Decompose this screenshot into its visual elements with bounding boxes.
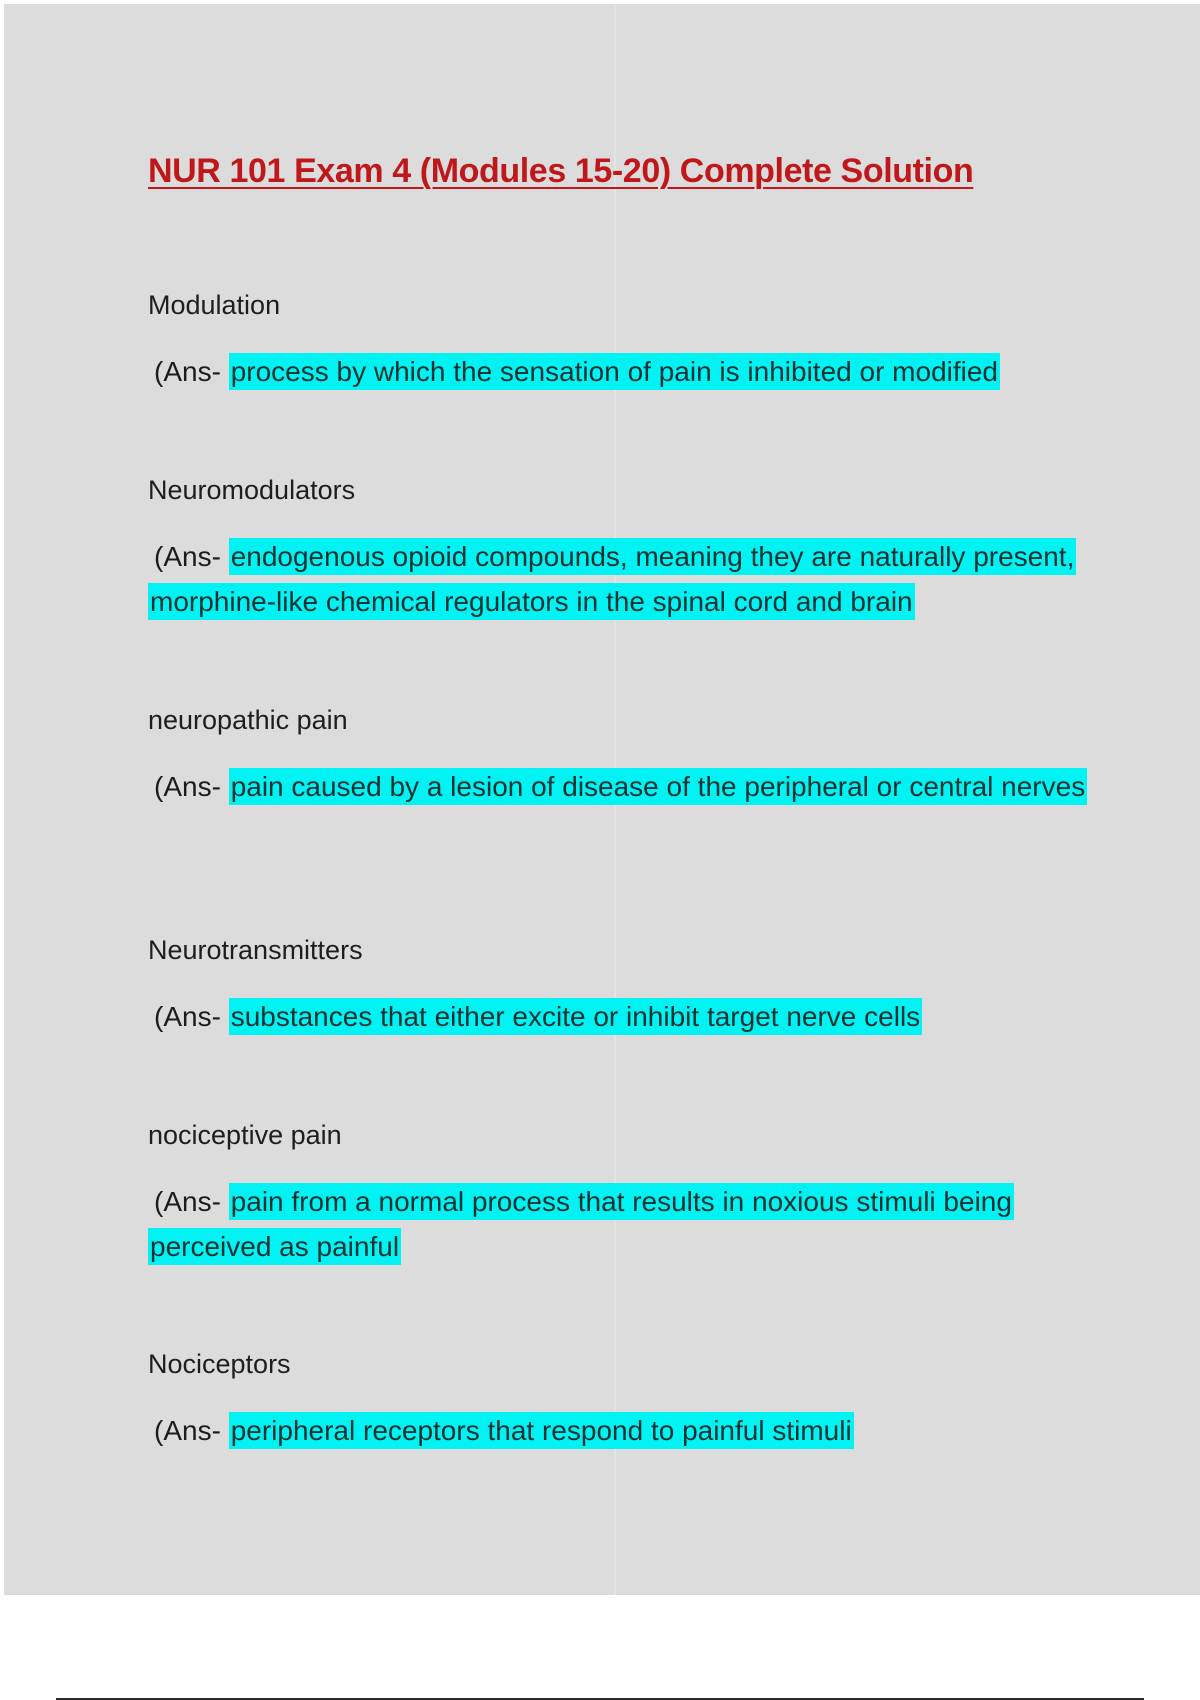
document-title: NUR 101 Exam 4 (Modules 15-20) Complete Solution bbox=[148, 152, 974, 190]
answer-prefix: (Ans- bbox=[154, 1415, 229, 1446]
answer-prefix: (Ans- bbox=[154, 771, 229, 802]
highlighted-answer: pain from a normal process that results in noxious stimuli being perceived as painful bbox=[148, 1183, 1014, 1265]
answer-text bbox=[148, 349, 1088, 394]
term-label: Modulation bbox=[148, 290, 281, 320]
term-label: nociceptive pain bbox=[148, 1120, 342, 1150]
qa-entry bbox=[148, 702, 1088, 809]
highlighted-answer: peripheral receptors that respond to painful stimuli bbox=[229, 1412, 854, 1449]
qa-entry bbox=[148, 472, 1088, 624]
answer-prefix: (Ans- bbox=[154, 1001, 229, 1032]
term-label: neuropathic pain bbox=[148, 705, 348, 735]
term-label: Neuromodulators bbox=[148, 475, 356, 505]
answer-prefix: (Ans- bbox=[154, 1186, 229, 1217]
answer-prefix: (Ans- bbox=[154, 541, 229, 572]
answer-text bbox=[148, 764, 1088, 809]
qa-entry bbox=[148, 1117, 1088, 1269]
answer-text bbox=[148, 1408, 1088, 1453]
qa-entry bbox=[148, 1346, 1088, 1453]
highlighted-answer: endogenous opioid compounds, meaning they are naturally present, morphine-like chemical regulators in the spinal cord and brain bbox=[148, 538, 1076, 620]
answer-text bbox=[148, 534, 1088, 624]
term-label: Nociceptors bbox=[148, 1349, 291, 1379]
answer-prefix: (Ans- bbox=[154, 356, 229, 387]
highlighted-answer: substances that either excite or inhibit target nerve cells bbox=[229, 998, 922, 1035]
highlighted-answer: process by which the sensation of pain is inhibited or modified bbox=[229, 353, 1000, 390]
answer-text bbox=[148, 994, 1088, 1039]
qa-entry bbox=[148, 932, 1088, 1039]
qa-entry bbox=[148, 287, 1088, 394]
term-label: Neurotransmitters bbox=[148, 935, 363, 965]
answer-text bbox=[148, 1179, 1088, 1269]
highlighted-answer: pain caused by a lesion of disease of the peripheral or central nerves bbox=[229, 768, 1088, 805]
